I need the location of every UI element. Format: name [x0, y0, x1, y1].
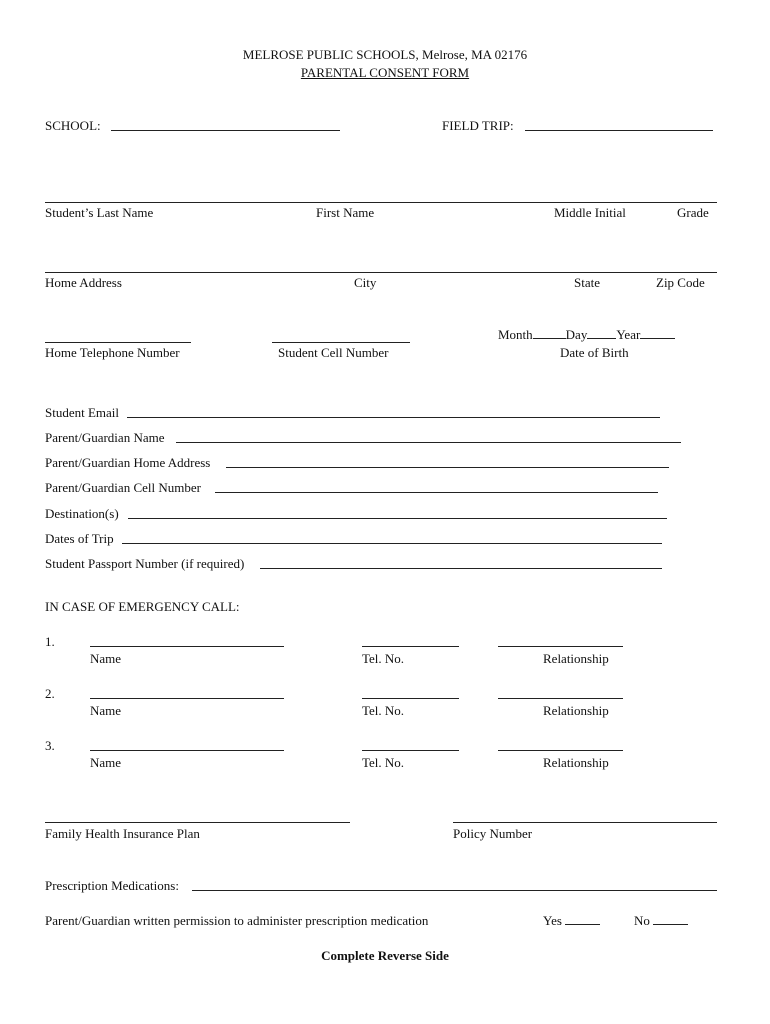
emergency-number-2: 2. [45, 686, 55, 701]
parent-cell-field[interactable] [215, 492, 658, 493]
field-trip-label: FIELD TRIP: [442, 118, 514, 133]
city-label: City [354, 275, 377, 290]
no-label: No [634, 913, 650, 928]
yes-field[interactable] [565, 913, 600, 925]
month-label: Month [498, 327, 533, 342]
complete-reverse-note: Complete Reverse Side [321, 948, 449, 963]
emergency-heading: IN CASE OF EMERGENCY CALL: [45, 599, 240, 614]
insurance-plan-label: Family Health Insurance Plan [45, 826, 200, 841]
emergency-name-label-2: Name [90, 703, 122, 718]
year-label: Year [616, 327, 641, 342]
home-telephone-label: Home Telephone Number [45, 345, 180, 360]
passport-number-label: Student Passport Number (if required) [45, 556, 245, 571]
parent-address-field[interactable] [226, 467, 669, 468]
school-field[interactable] [111, 130, 340, 131]
district-heading: MELROSE PUBLIC SCHOOLS, Melrose, MA 02176 [242, 47, 528, 62]
parent-address-label: Parent/Guardian Home Address [45, 455, 211, 470]
emergency-name-label-1: Name [90, 651, 122, 666]
emergency-name-field-3[interactable] [90, 750, 284, 751]
parent-name-label: Parent/Guardian Name [45, 430, 165, 445]
policy-number-label: Policy Number [453, 826, 533, 841]
trip-dates-label: Dates of Trip [45, 531, 114, 546]
insurance-plan-field[interactable] [45, 822, 350, 823]
prescription-medications-label: Prescription Medications: [45, 878, 179, 893]
emergency-number-1: 1. [45, 634, 55, 649]
emergency-tel-field-1[interactable] [362, 646, 459, 647]
destination-label: Destination(s) [45, 506, 119, 521]
destination-field[interactable] [128, 518, 667, 519]
emergency-relationship-label-3: Relationship [543, 755, 609, 770]
form-title: PARENTAL CONSENT FORM [300, 65, 470, 80]
emergency-name-field-2[interactable] [90, 698, 284, 699]
emergency-relationship-label-2: Relationship [543, 703, 609, 718]
grade-label: Grade [677, 205, 709, 220]
home-address-field[interactable] [45, 272, 717, 273]
state-label: State [574, 275, 600, 290]
dob-inputs [498, 327, 675, 343]
emergency-name-field-1[interactable] [90, 646, 284, 647]
emergency-relationship-label-1: Relationship [543, 651, 609, 666]
emergency-name-label-3: Name [90, 755, 122, 770]
emergency-number-3: 3. [45, 738, 55, 753]
emergency-tel-label-3: Tel. No. [362, 755, 405, 770]
field-trip-field[interactable] [525, 130, 713, 131]
emergency-relationship-field-1[interactable] [498, 646, 623, 647]
student-cell-label: Student Cell Number [278, 345, 389, 360]
emergency-tel-field-3[interactable] [362, 750, 459, 751]
prescription-medications-field[interactable] [192, 890, 717, 891]
emergency-tel-label-1: Tel. No. [362, 651, 405, 666]
year-field[interactable] [640, 327, 675, 339]
emergency-tel-label-2: Tel. No. [362, 703, 405, 718]
yes-label: Yes [543, 913, 562, 928]
first-name-label: First Name [316, 205, 375, 220]
passport-number-field[interactable] [260, 568, 662, 569]
middle-initial-label: Middle Initial [554, 205, 626, 220]
permission-yes [543, 913, 600, 929]
trip-dates-field[interactable] [122, 543, 662, 544]
emergency-relationship-field-3[interactable] [498, 750, 623, 751]
permission-no [634, 913, 688, 929]
zip-code-label: Zip Code [656, 275, 705, 290]
emergency-tel-field-2[interactable] [362, 698, 459, 699]
month-field[interactable] [533, 327, 566, 339]
student-name-field[interactable] [45, 202, 717, 203]
policy-number-field[interactable] [453, 822, 717, 823]
day-label: Day [565, 327, 588, 342]
school-label: SCHOOL: [45, 118, 101, 133]
date-of-birth-label: Date of Birth [560, 345, 629, 360]
student-email-field[interactable] [127, 417, 660, 418]
emergency-relationship-field-2[interactable] [498, 698, 623, 699]
medication-permission-label: Parent/Guardian written permission to administer prescription medication [45, 913, 429, 928]
student-cell-field[interactable] [272, 342, 410, 343]
home-telephone-field[interactable] [45, 342, 191, 343]
no-field[interactable] [653, 913, 688, 925]
last-name-label: Student’s Last Name [45, 205, 154, 220]
parent-cell-label: Parent/Guardian Cell Number [45, 480, 201, 495]
home-address-label: Home Address [45, 275, 122, 290]
parent-name-field[interactable] [176, 442, 681, 443]
day-field[interactable] [587, 327, 616, 339]
student-email-label: Student Email [45, 405, 120, 420]
